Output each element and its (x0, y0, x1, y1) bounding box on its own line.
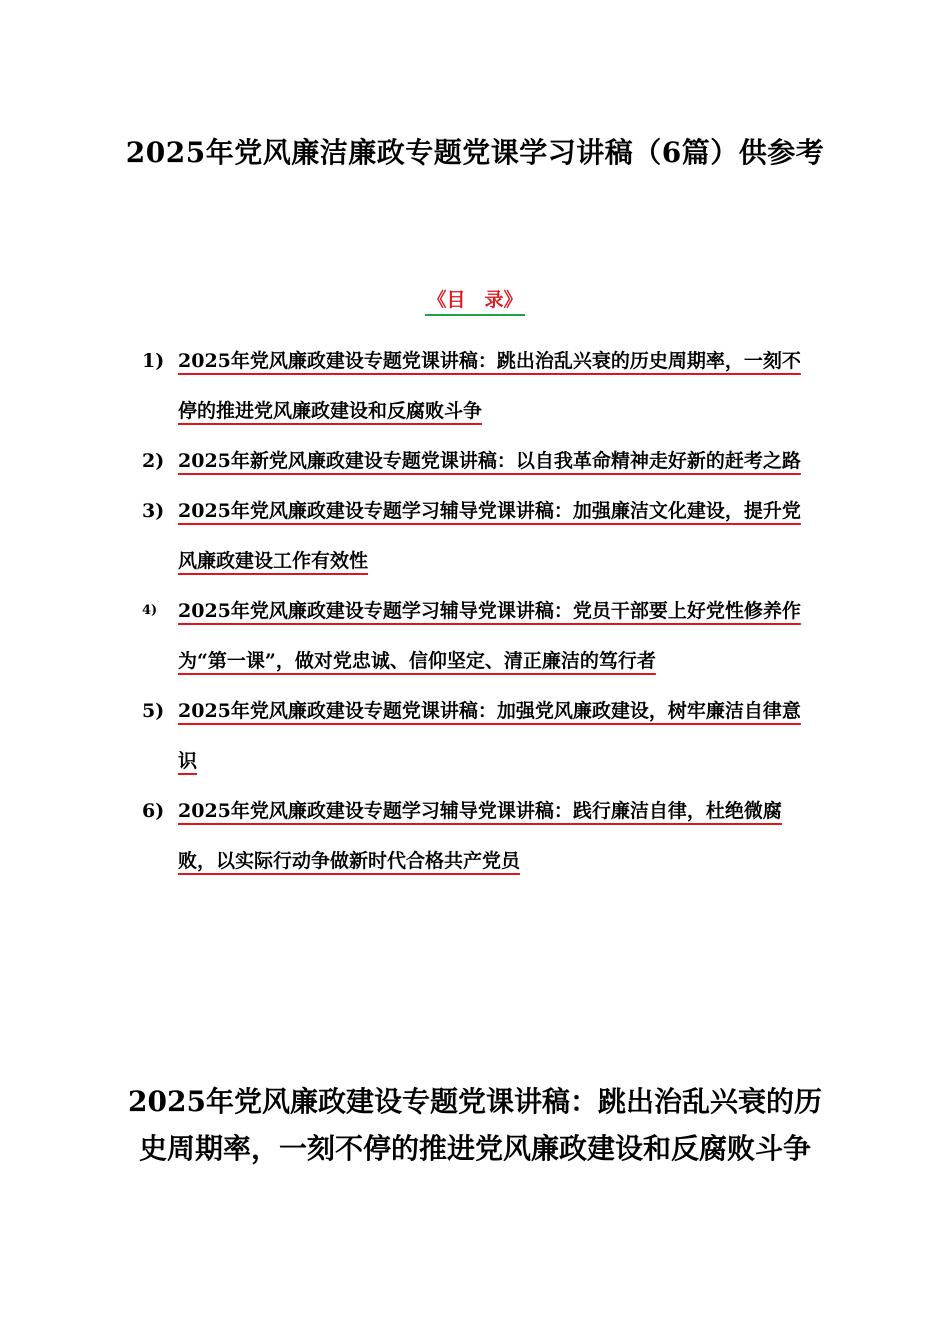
toc-link[interactable]: 2025年新党风廉政建设专题党课讲稿：以自我革命精神走好新的赶考之路 (178, 450, 801, 472)
toc-link[interactable]: 2025年党风廉政建设专题党课讲稿：加强党风廉政建设，树牢廉洁自律意识 (178, 700, 801, 772)
toc-link[interactable]: 2025年党风廉政建设专题学习辅导党课讲稿：践行廉洁自律，杜绝微腐败，以实际行动争做新时代合格共产党员 (178, 800, 782, 872)
toc-link[interactable]: 2025年党风廉政建设专题学习辅导党课讲稿：加强廉洁文化建设，提升党风廉政建设工作有效性 (178, 500, 801, 572)
toc-item-5[interactable] (142, 686, 822, 786)
document-title: 2025年党风廉洁廉政专题党课学习讲稿（6篇）供参考 (125, 136, 825, 169)
toc-heading-container (0, 286, 950, 316)
toc-link[interactable]: 2025年党风廉政建设专题学习辅导党课讲稿：党员干部要上好党性修养作为“第一课”，做对党忠诚、信仰坚定、清正廉洁的笃行者 (178, 600, 801, 672)
toc-number: 1) (142, 350, 165, 372)
toc-item-6[interactable] (142, 786, 822, 886)
toc-number: 4) (142, 603, 158, 618)
toc-number: 6) (142, 800, 165, 822)
toc-item-2[interactable] (142, 436, 822, 486)
toc-link[interactable]: 2025年党风廉政建设专题党课讲稿：跳出治乱兴衰的历史周期率，一刻不停的推进党风廉政建设和反腐败斗争 (178, 350, 801, 422)
table-of-contents (142, 336, 822, 886)
toc-number: 5) (142, 700, 165, 722)
section-title: 2025年党风廉政建设专题党课讲稿：跳出治乱兴衰的历史周期率，一刻不停的推进党风廉政建设和反腐败斗争 (128, 1085, 822, 1165)
toc-number: 2) (142, 450, 165, 472)
toc-number: 3) (142, 500, 165, 522)
toc-item-1[interactable] (142, 336, 822, 436)
toc-item-3[interactable] (142, 486, 822, 586)
toc-heading: 《目 录》 (425, 286, 524, 316)
toc-item-4[interactable] (142, 586, 822, 686)
